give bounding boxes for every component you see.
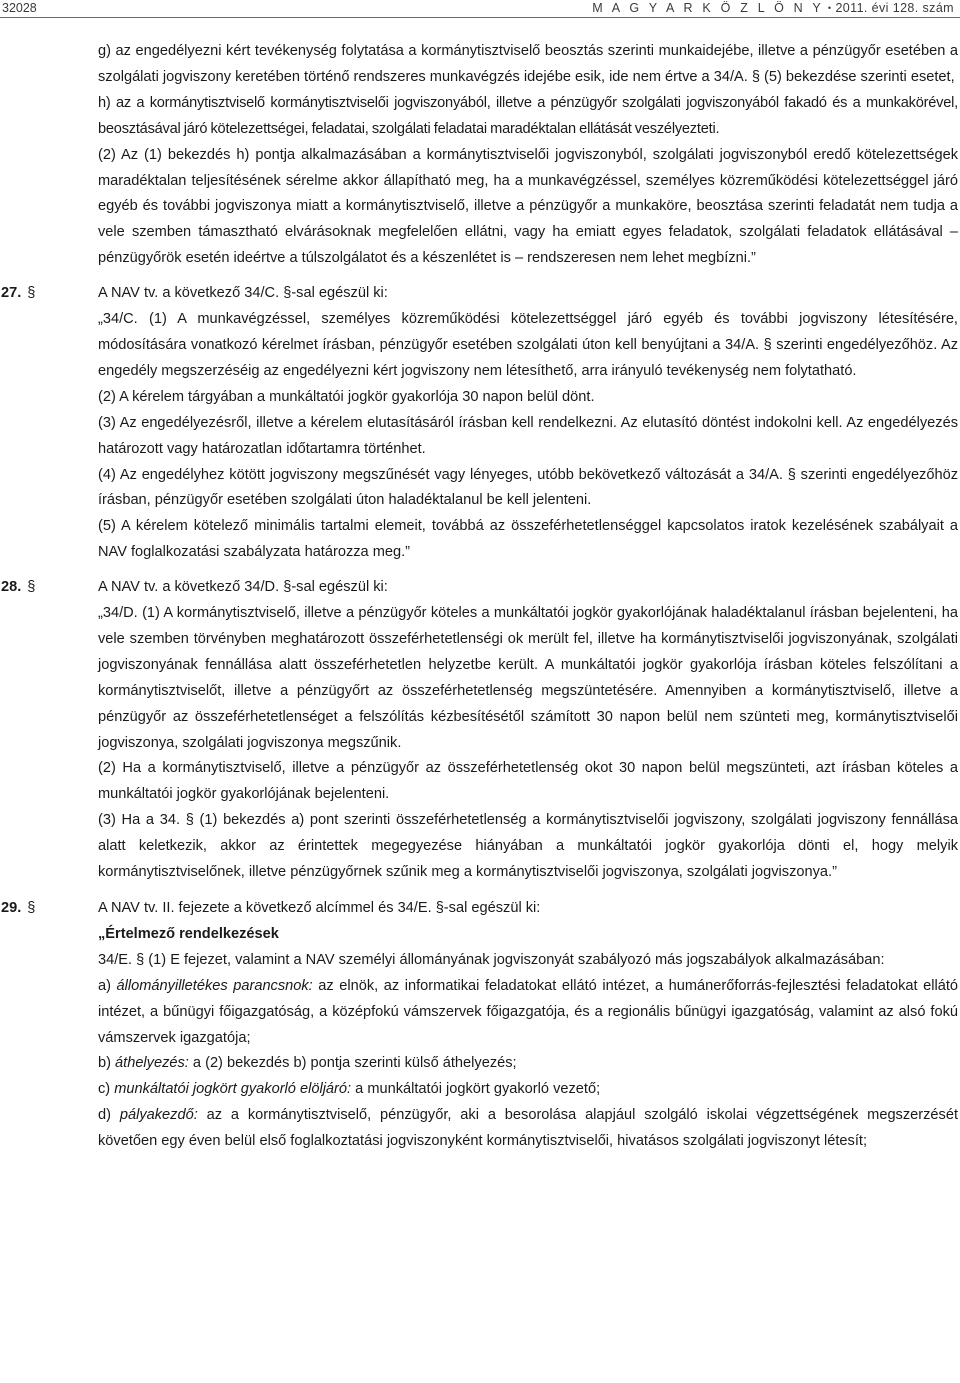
definition-b [98, 1051, 958, 1077]
section-symbol: § [27, 900, 36, 916]
section-paragraph: (2) Ha a kormánytisztviselő, illetve a pénzügyőr az összeférhetetlenség okot 30 napon belül megszünteti, azt írásban köteles a munkáltatói jogkör gyakorlójának bejelenteni. [98, 760, 958, 803]
section-paragraph: (5) A kérelem kötelező minimális tartalmi elemeit, továbbá az összeférhetetlenséggel kapcsolatos iratok kezelésének szabályait a NAV foglalkozatási szabályzata határozza meg.” [98, 518, 958, 561]
definition-c [98, 1077, 958, 1103]
section-intro: A NAV tv. II. fejezete a következő alcímmel és 34/E. §-sal egészül ki: [98, 900, 541, 916]
section-paragraph: (2) A kérelem tárgyában a munkáltatói jogkör gyakorlója 30 napon belül dönt. [98, 388, 595, 405]
definition-label: a) [98, 977, 117, 994]
definition-term: áthelyezés: [115, 1055, 189, 1072]
publication-title: M A G Y A R K Ö Z L Ö N Y [592, 1, 824, 15]
definition-d [98, 1103, 958, 1155]
section-paragraph: „34/C. (1) A munkavégzéssel, személyes közreműködési kötelezettséggel járó egyéb és további jogviszony létesítésére, módosítására vonatkozó kérelmet írásban, pénzügyőr esetében szolgálati úton kell benyújtani a 34/A. § szerinti engedélyezőhöz. Az engedély megszerzéséig az engedélyezni kért jogviszony nem létesíthető, arra irányuló tevékenység nem folytatható. [98, 311, 958, 379]
page-number: 32028 [2, 1, 37, 15]
section-paragraph: 34/E. § (1) E fejezet, valamint a NAV személyi állományának jogviszonyát szabályozó más jogszabályok alkalmazásában: [98, 951, 885, 968]
section-symbol: § [27, 285, 36, 302]
document-body [1, 39, 959, 1155]
bullet-separator: • [827, 3, 832, 13]
header-rule [0, 17, 960, 18]
spacer [98, 886, 958, 896]
section-number [1, 896, 35, 922]
definition-label: d) [98, 1107, 120, 1124]
section-number-value: 27. [1, 285, 22, 302]
section-28 [1, 575, 958, 886]
section-29 [1, 896, 959, 1155]
running-head [592, 1, 954, 16]
section-paragraph: „34/D. (1) A kormánytisztviselő, illetve a pénzügyőr köteles a munkáltatói jogkör gyakorlójának haladéktalanul írásban bejelenteni, ha vele szemben törvényben meghatározott összeférhetetlenségi ok merült fel, illetve ha kormánytisztviselői jogviszonyának, szolgálati jogviszonyának fennállása alatt összeférhetetlen helyzetbe került. A munkáltatói jogkör gyakorlója írásban köteles felszólítani a kormánytisztviselőt, illetve a pénzügyőrt az összeférhetetlenség megszüntetésére. Amennyiben a kormánytisztviselő, illetve a pénzügyőr az összeférhetetlenséget a felszólítás kézbesítésétől számított 30 napon belül nem szünteti meg, kormánytisztviselői jogviszonya, szolgálati jogviszonya megszűnik. [98, 605, 958, 751]
page-header [0, 0, 960, 22]
section-paragraph: (3) Az engedélyezésről, illetve a kérelem elutasításáról írásban kell rendelkezni. Az elutasító döntést indokolni kell. Az engedélyezés határozott vagy határozatlan időtartamra történhet. [98, 414, 958, 457]
definition-a [98, 974, 958, 1052]
section-number [1, 575, 35, 601]
definition-term: munkáltatói jogkört gyakorló elöljáró: [114, 1081, 352, 1098]
paragraph-h: h) az a kormánytisztviselő kormánytisztviselői jogviszonyából, illetve a pénzügyőr szolgálati jogviszonyából fakadó és a munkakörével, beosztásával járó kötelezettségei, feladatai, szolgálati feladatai maradéktalan ellátását veszélyezteti. [98, 94, 958, 137]
subheading: „Értelmező rendelkezések [98, 925, 279, 942]
section-27 [1, 281, 958, 566]
paragraph-g: g) az engedélyezni kért tevékenység folytatása a kormánytisztviselő beosztás szerinti munkaidejébe, illetve a pénzügyőr esetében a szolgálati jogviszony keretében történő rendszeres munkavégzés idejébe esik, ide nem értve a 34/A. § (5) bekezdése szerinti esetet, [98, 43, 958, 85]
section-paragraph: (3) Ha a 34. § (1) bekezdés a) pont szerinti összeférhetetlenség a kormánytisztviselői jogviszony, szolgálati jogviszony fennállása alatt keletkezik, akkor az érintettek megegyezése hiányában a munkáltatói jogkör gyakorlója dönti el, hogy melyik kormánytisztviselőnek, illetve pénzügyőrnek szűnik meg a kormánytisztviselői jogviszonya, szolgálati jogviszonya.” [98, 812, 958, 881]
section-paragraph: (4) Az engedélyhez kötött jogviszony megszűnését vagy lényeges, utóbb bekövetkező változását a 34/A. § szerinti engedélyezőhöz írásban, pénzügyőr esetében szolgálati úton haladéktalanul be kell jelenteni. [98, 466, 958, 509]
definition-text: a (2) bekezdés b) pontja szerinti külső áthelyezés; [188, 1055, 517, 1072]
definition-term: állományilletékes parancsnok: [116, 977, 313, 994]
section-number-value: 29. [1, 900, 22, 916]
spacer [98, 272, 958, 281]
definition-text: az a kormánytisztviselő, pénzügyőr, aki a besorolása alapjául szolgáló iskolai végzettségének megszerzését követően egy éven belül első foglalkoztatási jogviszonyként kormánytisztviselői, hivatásos szolgálati jogviszonyt létesít; [98, 1107, 959, 1150]
section-symbol: § [27, 579, 36, 596]
section-number [1, 281, 35, 307]
definition-text: az elnök, az informatikai feladatokat ellátó intézet, a humánerőforrás-fejlesztési feladatokat ellátó intézet, a bűnügyi főigazgatóság, a középfokú vámszervek főigazgatója, és a regionális bűnügyi igazgatóság, valamint az alsó fokú vámszervek igazgatója; [98, 977, 959, 1046]
issue-label: 2011. évi 128. szám [835, 1, 954, 15]
definition-label: b) [98, 1055, 116, 1072]
section-number-value: 28. [1, 579, 22, 596]
definition-label: c) [98, 1081, 115, 1098]
paragraph-2: (2) Az (1) bekezdés h) pontja alkalmazásában a kormánytisztviselői jogviszonyból, szolgálati jogviszonyból eredő kötelezettségek maradéktalan teljesítésének sérelme akkor állapítható meg, ha a munkavégzéssel, személyes közreműködési kötelezettséggel járó egyéb és további jogviszonya miatt a kormánytisztviselő, illetve a pénzügyőr a munkaköre, beosztása szerinti feladatát nem tudja a vele szemben támasztható elvárásoknak megfelelően ellátni, vagy ha emiatt egyes feladatok, szolgálati feladatok ellátásával – pénzügyőrök esetén ideértve a túlszolgálatot és a készenlétet is – rendszeresen nem lehet megbízni.” [98, 146, 958, 267]
definition-text: a munkáltatói jogkört gyakorló vezető; [351, 1081, 601, 1098]
section-intro: A NAV tv. a következő 34/C. §-sal egészül ki: [98, 285, 388, 302]
definition-term: pályakezdő: [119, 1107, 198, 1124]
section-intro: A NAV tv. a következő 34/D. §-sal egészül ki: [98, 579, 388, 596]
spacer [98, 566, 958, 575]
